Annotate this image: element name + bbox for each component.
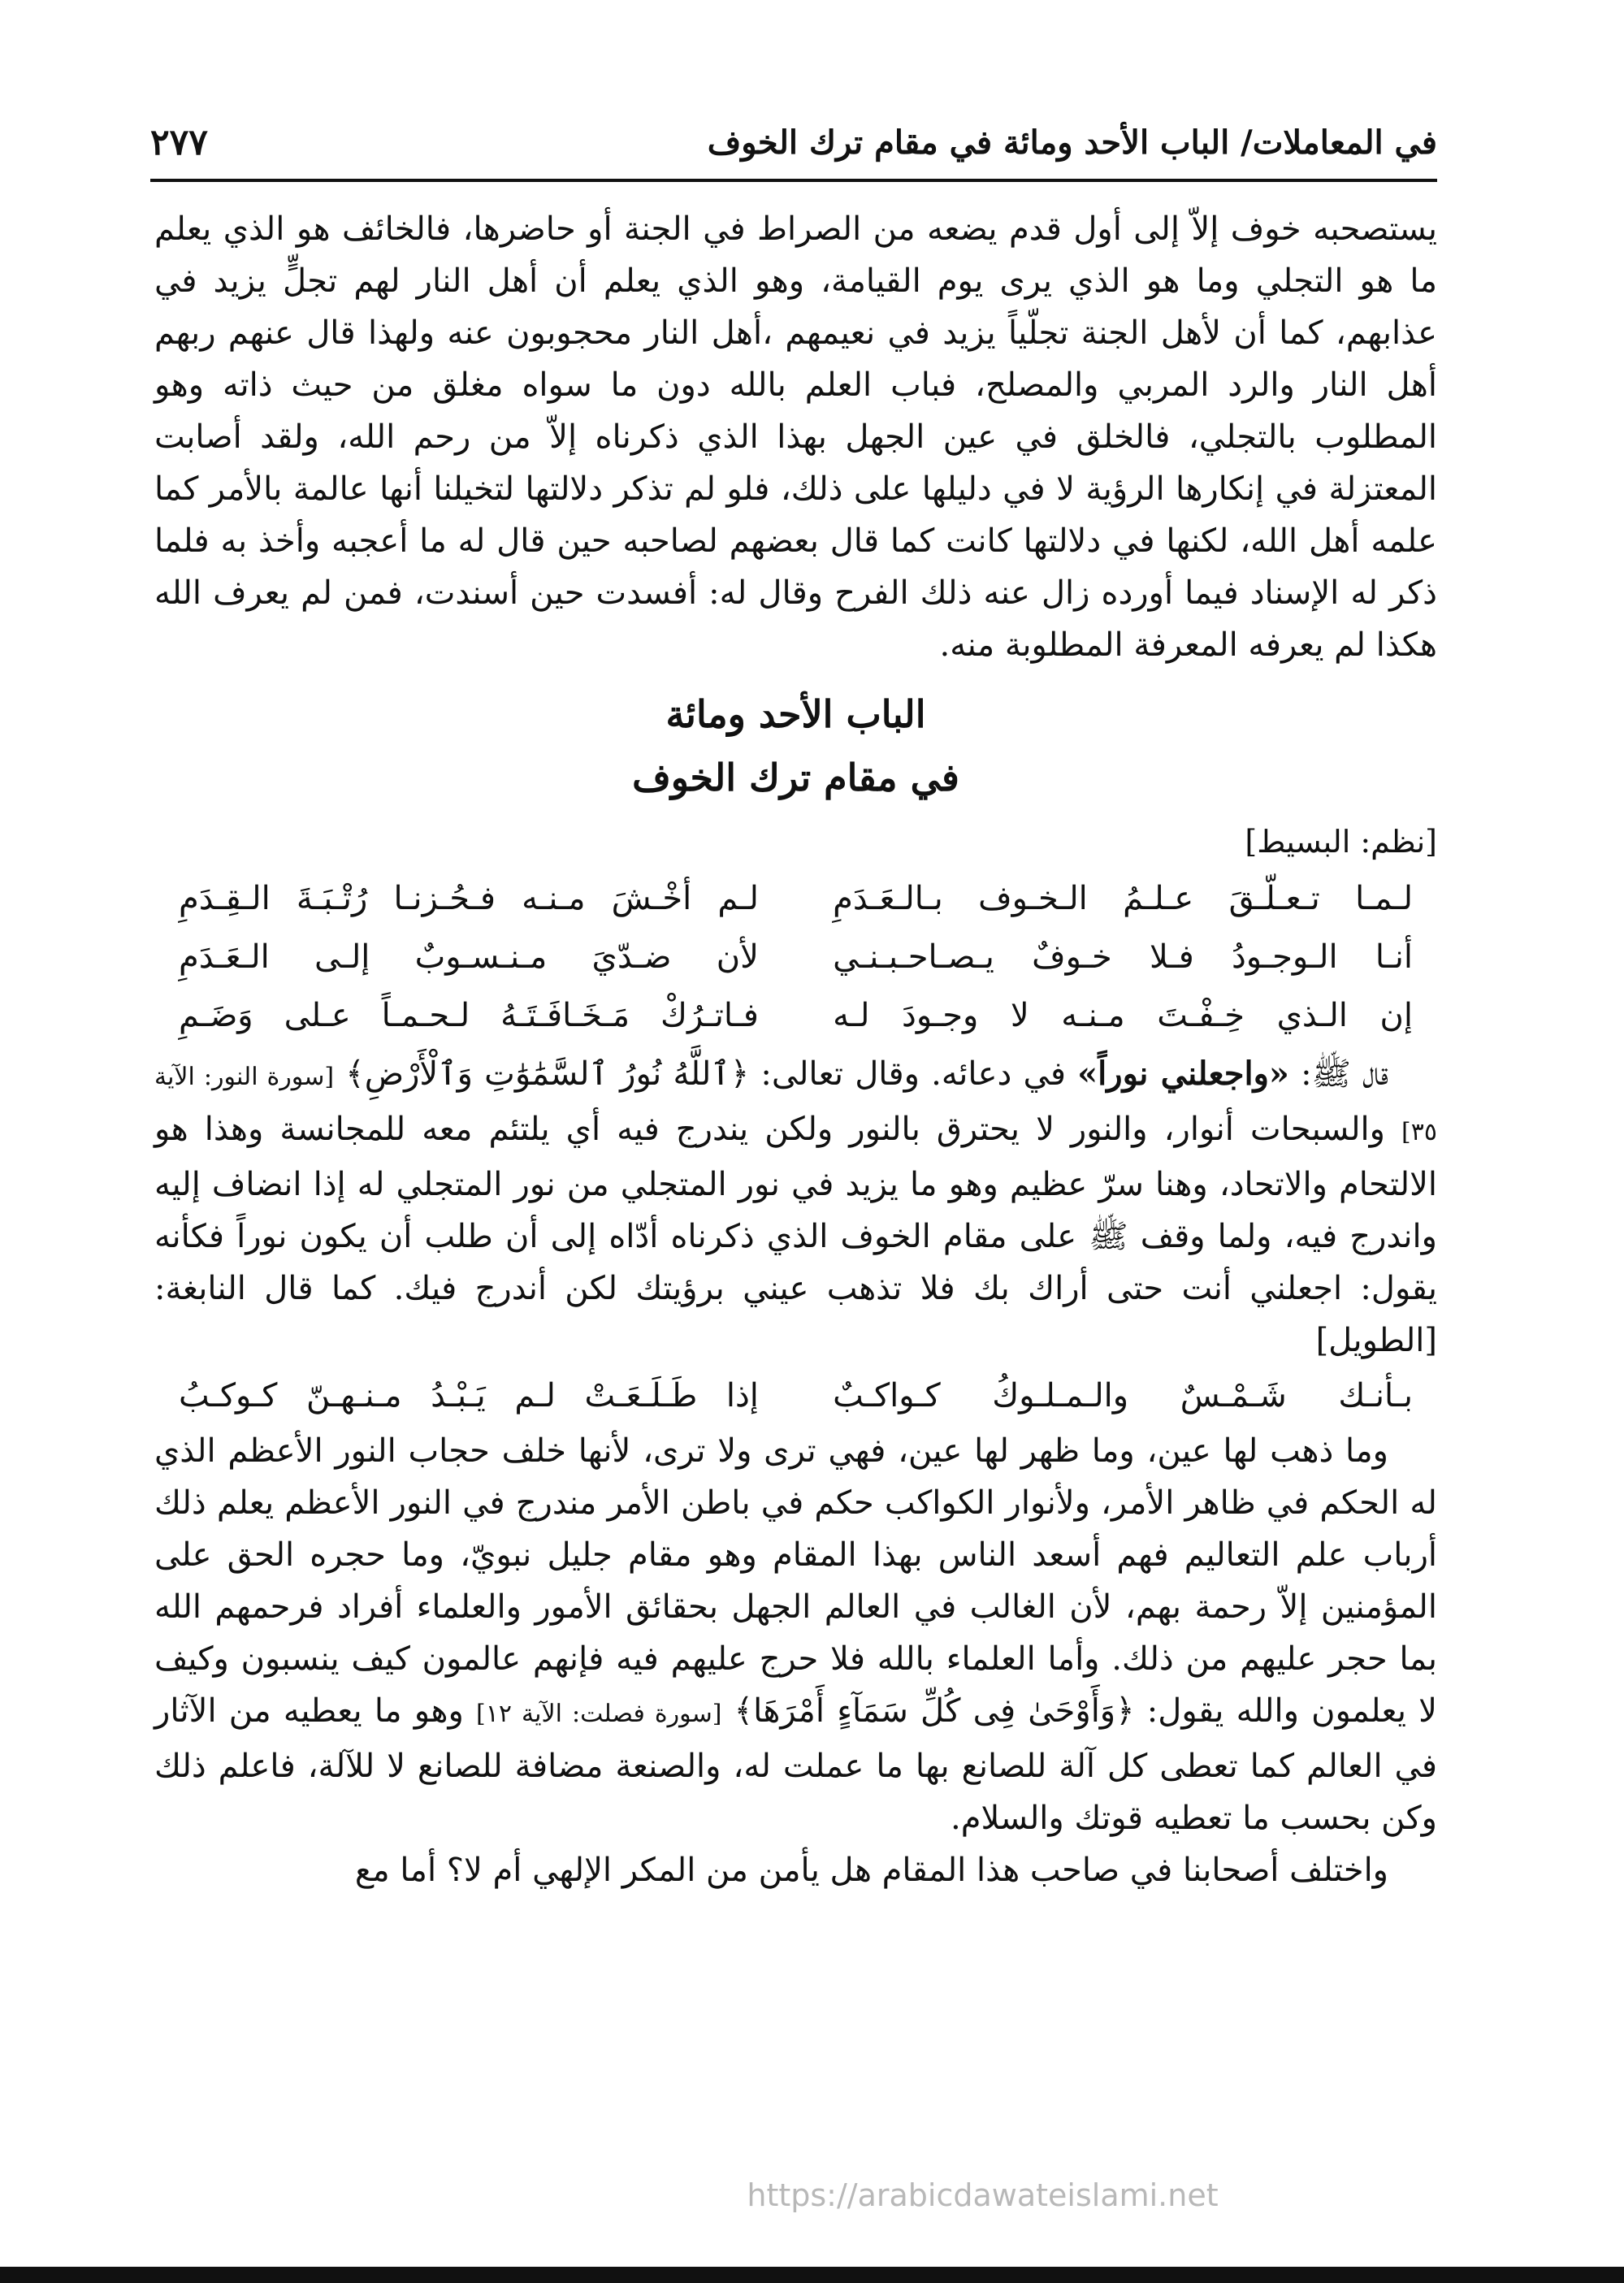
text-run: قال ﷺ: xyxy=(1288,1055,1388,1093)
chapter-subtitle: في مقام ترك الخوف xyxy=(632,756,959,799)
body-paragraph xyxy=(154,1048,1437,1367)
intro-paragraph: يستصحبه خوف إلاّ إلى أول قدم يضعه من الصراط في الجنة أو حاضرها، فالخائف هو الذي يعلم ما هو التجلي وما هو الذي يرى يوم القيامة، وهو الذي يعلم أن أهل النار لهم تجلٍّ يزيد في عذابهم، كما أن لأهل الجنة تجلّياً يزيد في نعيمهم ،أهل النار محجوبون عنه ولهذا قال عنهم ربهم أهل النار والرد المربي والمصلح، فباب العلم بالله دون ما سواه مغلق من حيث ذاته وهو المطلوب بالتجلي، فالخلق في عين الجهل بهذا الذي ذكرناه إلاّ من رحم الله، ولقد أصابت المعتزلة في إنكارها الرؤية لا في دليلها على ذلك، فلو لم تذكر دلالتها لتخيلنا أنها عالمة بالأمر كما علمه أهل الله، لكنها في دلالتها كانت كما قال بعضهم لصاحبه حين قال له ما أعجبه وأخذ به فلما ذكر له الإسناد فيما أورده زال عنه ذلك الفرح وقال له: أفسدت حين أسندت، فمن لم يعرف الله هكذا لم يعرفه المعرفة المطلوبة منه. xyxy=(154,210,1437,664)
hadith-quote: «واجعلني نوراً» xyxy=(1077,1055,1289,1093)
verse-reference: [سورة فصلت: الآية ١٢] xyxy=(476,1700,722,1728)
verse-second-hemistich: لـم أخْـشَ مـنـه فـحُـزنـا رُتْـبَـةَ الـقِـدَمِ xyxy=(179,880,759,917)
poem-verse xyxy=(154,869,1437,928)
text-run xyxy=(334,1055,345,1093)
verse-first-hemistich: بـأنـك شَـمْـسٌ والـمـلـوكُ كـواكـبٌ xyxy=(833,1377,1413,1414)
body-paragraph xyxy=(154,1425,1437,1844)
poem xyxy=(154,869,1437,1045)
verse-second-hemistich: لأن ضـدّيَ مـنـسـوبٌ إلـى الـعَـدَمِ xyxy=(179,938,759,976)
page-body xyxy=(154,203,1437,1896)
page-number: ٢٧٧ xyxy=(150,121,208,163)
verse-first-hemistich: إن الـذي خِـفْـتَ مـنـه لا وجـودَ لـه xyxy=(833,997,1413,1034)
quran-verse: ﴿ٱللَّهُ نُورُ ٱلسَّمَٰوَٰتِ وَٱلْأَرْضِ﴾ xyxy=(345,1055,750,1093)
page-header xyxy=(150,106,1437,182)
poem-verse xyxy=(154,1367,1437,1425)
text-run: والسبحات أنوار، والنور لا يحترق بالنور ولكن يندرج فيه أي يلتئم معه للمجانسة وهذا هو الالتحام والاتحاد، وهنا سرّ عظيم وهو ما يزيد في نور المتجلي من نور المتجلي له إذا انضاف إليه واندرج فيه، ولما وقف ﷺ على مقام الخوف الذي ذكرناه أدّاه إلى أن طلب أن يكون نوراً فكأنه يقول: اجعلني أنت حتى أراك بك فلا تذهب عيني برؤيتك لكن أندرج فيك. كما قال النابغة: [الطويل] xyxy=(154,1111,1437,1359)
text-run: وما ذهب لها عين، وما ظهر لها عين، فهي ترى ولا ترى، لأنها خلف حجاب النور الأعظم الذي له الحكم في ظاهر الأمر، ولأنوار الكواكب حكم في باطن الأمر مندرج في النور الأعظم يعلم ذلك أرباب علم التعاليم فهم أسعد الناس بهذا المقام وهو مقام جليل نبويّ، وما حجره الحق على المؤمنين إلاّ رحمة بهم، لأن الغالب في العالم الجهل بحقائق الأمور والعلماء أفراد فرحمهم الله بما حجر عليهم من ذلك. وأما العلماء بالله فلا حرج عليهم فيه فإنهم عالمون كيف ينسبون وكيف لا يعلمون والله يقول: xyxy=(154,1432,1437,1730)
poem-verse xyxy=(154,928,1437,986)
verse-second-hemistich: فـاتـرُكْ مَـخَـافَـتَـهُ لـحـمـاً عـلى وَضَـمِ xyxy=(179,997,759,1034)
verse-second-hemistich: إذا طَـلَـعَـتْ لـم يَـبْـدُ مـنـهـنّ كـوكـبُ xyxy=(179,1377,759,1414)
verse-first-hemistich: لـمـا تـعـلّـقَ عـلـمُ الـخـوف بـالـعَـدَمِ xyxy=(833,880,1413,917)
chapter-title: الباب الأحد ومائة xyxy=(665,692,926,736)
text-run: في دعائه. وقال تعالى: xyxy=(749,1055,1078,1093)
poem-verse xyxy=(154,986,1437,1045)
running-title: في المعاملات/ الباب الأحد ومائة في مقام ترك الخوف xyxy=(707,123,1437,162)
body-paragraph: واختلف أصحابنا في صاحب هذا المقام هل يأمن من المكر الإلهي أم لا؟ أما مع xyxy=(354,1852,1388,1889)
text-run xyxy=(721,1692,734,1730)
verse-first-hemistich: أنـا الـوجـودُ فـلا خـوفٌ يـصـاحـبـنـي xyxy=(833,938,1413,976)
quran-verse: ﴿وَأَوْحَىٰ فِى كُلِّ سَمَآءٍ أَمْرَهَا﴾ xyxy=(734,1692,1135,1730)
scan-edge-bar xyxy=(0,2267,1624,2283)
meter-label: [نظم: البسيط] xyxy=(1245,824,1437,860)
verse-reference: [سورة النور: الآية ٣٥] xyxy=(154,1063,1437,1146)
watermark-url: https://arabicdawateislami.net xyxy=(747,2177,1219,2213)
text-run: وهو ما يعطيه من الآثار في العالم كما تعطى كل آلة للصانع بها ما عملت له، والصنعة مضافة للصانع لا للآلة، فاعلم ذلك وكن بحسب ما تعطيه قوتك والسلام. xyxy=(154,1692,1437,1837)
